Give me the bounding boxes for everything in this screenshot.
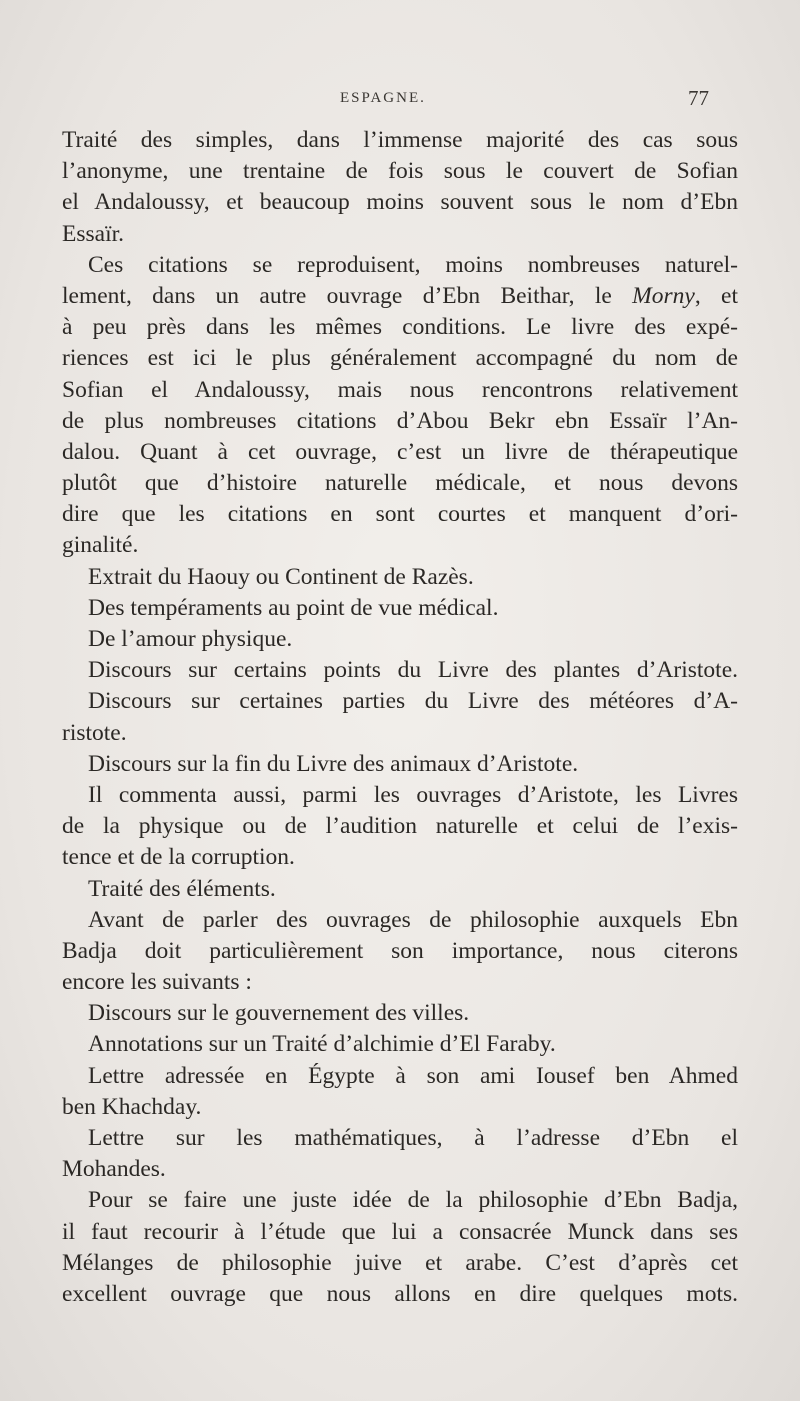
text-line: à peu près dans les mêmes conditions. Le livre des expé-	[62, 314, 738, 341]
text-line: Essaïr.	[62, 220, 125, 247]
text-line: dalou. Quant à cet ouvrage, c’est un livre de thérapeutique	[62, 438, 738, 465]
text-line: lement, dans un autre ouvrage d’Ebn Beithar, le Morny, et	[62, 282, 738, 309]
running-head: ESPAGNE.	[340, 90, 426, 106]
text-line: Traité des éléments.	[88, 875, 276, 902]
text-line: plutôt que d’histoire naturelle médicale, et nous devons	[62, 470, 738, 497]
text-line: Lettre adressée en Égypte à son ami Iousef ben Ahmed	[88, 1062, 738, 1089]
text-line: ristote.	[62, 719, 127, 746]
text-line: De l’amour physique.	[88, 626, 293, 652]
text-line: Avant de parler des ouvrages de philosophie auxquels Ebn	[88, 906, 738, 933]
page-header	[0, 86, 800, 116]
text-line: Discours sur le gouvernement des villes.	[88, 1000, 470, 1027]
text-line: Annotations sur un Traité d’alchimie d’El Faraby.	[88, 1031, 556, 1058]
text-line: excellent ouvrage que nous allons en dire quelques mots.	[62, 1280, 738, 1307]
text-line: ginalité.	[62, 532, 139, 559]
text-line: Lettre sur les mathématiques, à l’adresse d’Ebn el	[88, 1125, 738, 1151]
text-line: Ces citations se reproduisent, moins nombreuses naturel-	[88, 251, 738, 278]
text-line: de la physique ou de l’audition naturelle et celui de l’exis-	[62, 813, 738, 840]
text-line: Extrait du Haouy ou Continent de Razès.	[88, 563, 474, 590]
text-line: Discours sur la fin du Livre des animaux d’Aristote.	[88, 750, 579, 777]
text-line: Sofian el Andaloussy, mais nous rencontrons relativement	[62, 376, 738, 403]
text-line: Il commenta aussi, parmi les ouvrages d’Aristote, les Livres	[88, 781, 738, 808]
text-line: el Andaloussy, et beaucoup moins souvent sous le nom d’Ebn	[62, 189, 738, 216]
text-line: Traité des simples, dans l’immense majorité des cas sous	[62, 127, 738, 153]
text-line: il faut recourir à l’étude que lui a consacrée Munck dans ses	[62, 1218, 738, 1245]
text-line: Mélanges de philosophie juive et arabe. C’est d’après cet	[62, 1249, 738, 1276]
text-line: Mohandes.	[62, 1156, 166, 1183]
text-line: encore les suivants :	[62, 969, 252, 996]
text-line: tence et de la corruption.	[62, 844, 295, 871]
body-text	[62, 125, 738, 1310]
text-line: Discours sur certaines parties du Livre des météores d’A-	[88, 688, 738, 715]
text-line: riences est ici le plus généralement accompagné du nom de	[62, 345, 738, 372]
text-line: dire que les citations en sont courtes et manquent d’ori-	[62, 501, 738, 528]
page-number: 77	[688, 86, 709, 110]
text-line: Badja doit particulièrement son importance, nous citerons	[62, 937, 738, 964]
text-line: de plus nombreuses citations d’Abou Bekr ebn Essaïr l’An-	[62, 407, 738, 434]
text-line: l’anonyme, une trentaine de fois sous le couvert de Sofian	[62, 158, 738, 185]
book-title: Morny	[632, 282, 695, 309]
text-line: Pour se faire une juste idée de la philosophie d’Ebn Badja,	[88, 1187, 738, 1214]
text-line: ben Khachday.	[62, 1093, 202, 1120]
text-line: Discours sur certains points du Livre des plantes d’Aristote.	[88, 657, 738, 684]
text-line: Des tempéraments au point de vue médical.	[88, 594, 499, 621]
